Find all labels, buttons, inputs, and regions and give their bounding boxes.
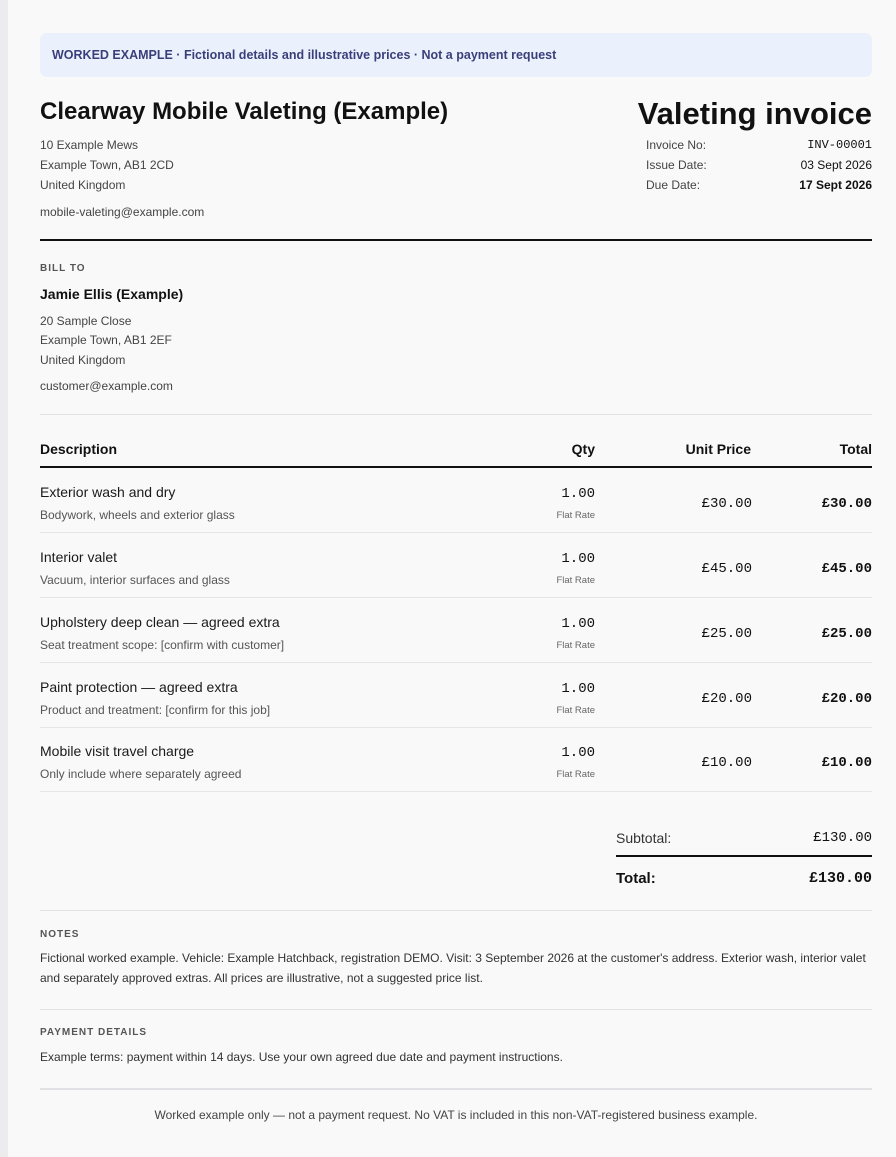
table-row xyxy=(40,598,872,663)
worked-example-banner xyxy=(40,33,872,77)
item-total: £45.00 xyxy=(821,561,872,577)
business-email: mobile-valeting@example.com xyxy=(40,205,205,219)
item-description: Mobile visit travel charge xyxy=(40,743,195,759)
item-total: £25.00 xyxy=(821,626,872,642)
issue-date-row xyxy=(646,158,872,178)
column-header-description: Description xyxy=(40,441,118,457)
item-qty: 1.00 xyxy=(561,616,595,632)
business-address-line: 10 Example Mews xyxy=(40,138,139,152)
item-unit-price: £20.00 xyxy=(701,691,752,707)
payment-details-text: Example terms: payment within 14 days. Use your own agreed due date and payment instructions. xyxy=(40,1050,563,1064)
bill-to-divider xyxy=(40,414,872,415)
customer-name: Jamie Ellis (Example) xyxy=(40,286,184,302)
bill-to-label: BILL TO xyxy=(40,263,86,274)
issue-date-label: Issue Date: xyxy=(646,158,707,172)
due-date: 17 Sept 2026 xyxy=(799,178,872,192)
item-rate: Flat Rate xyxy=(556,640,595,651)
column-header-total: Total xyxy=(839,441,872,457)
subtotal-label: Subtotal: xyxy=(616,830,672,846)
item-detail: Seat treatment scope: [confirm with customer] xyxy=(40,638,285,652)
table-row xyxy=(40,468,872,533)
column-header-qty: Qty xyxy=(571,441,595,457)
payment-details-label: PAYMENT DETAILS xyxy=(40,1027,148,1038)
due-date-label: Due Date: xyxy=(646,178,701,192)
total-label: Total: xyxy=(616,870,656,887)
invoice-title: Valeting invoice xyxy=(637,96,872,131)
item-description: Exterior wash and dry xyxy=(40,484,176,500)
footer-divider xyxy=(40,1088,872,1090)
business-address-line: United Kingdom xyxy=(40,178,126,192)
table-row xyxy=(40,663,872,728)
item-qty: 1.00 xyxy=(561,745,595,761)
invoice-number: INV-00001 xyxy=(807,138,872,152)
item-unit-price: £30.00 xyxy=(701,496,752,512)
subtotal-value: £130.00 xyxy=(813,830,872,846)
column-header-unit-price: Unit Price xyxy=(685,441,751,457)
item-unit-price: £25.00 xyxy=(701,626,752,642)
table-row xyxy=(40,727,872,792)
item-detail: Vacuum, interior surfaces and glass xyxy=(40,573,230,587)
item-description: Paint protection — agreed extra xyxy=(40,679,238,695)
invoice-number-row xyxy=(646,138,872,158)
item-detail: Bodywork, wheels and exterior glass xyxy=(40,508,235,522)
item-description: Upholstery deep clean — agreed extra xyxy=(40,614,280,630)
customer-address-line: Example Town, AB1 2EF xyxy=(40,333,172,347)
business-address-line: Example Town, AB1 2CD xyxy=(40,158,174,172)
item-unit-price: £45.00 xyxy=(701,561,752,577)
invoice-number-label: Invoice No: xyxy=(646,138,707,152)
item-qty: 1.00 xyxy=(561,486,595,502)
item-rate: Flat Rate xyxy=(556,705,595,716)
item-unit-price: £10.00 xyxy=(701,755,752,771)
notes-text: Fictional worked example. Vehicle: Example Hatchback, registration DEMO. Visit: 3 September 2026 at the customer's address. Exterior wash, interior valet and separately approved extras. All prices are illustrative, not a suggested price list. xyxy=(40,951,866,985)
footer-note: Worked example only — not a payment request. No VAT is included in this non-VAT-registered business example. xyxy=(154,1108,758,1122)
table-row xyxy=(40,533,872,598)
notes-label: NOTES xyxy=(40,929,80,940)
notes-divider xyxy=(40,1009,872,1010)
invoice-page xyxy=(8,0,896,1157)
item-qty: 1.00 xyxy=(561,681,595,697)
item-detail: Only include where separately agreed xyxy=(40,767,242,781)
item-rate: Flat Rate xyxy=(556,510,595,521)
due-date-row xyxy=(646,178,872,198)
item-total: £20.00 xyxy=(821,691,872,707)
banner-text: WORKED EXAMPLE · Fictional details and illustrative prices · Not a payment request xyxy=(52,48,557,62)
total-value: £130.00 xyxy=(808,870,872,887)
item-qty: 1.00 xyxy=(561,551,595,567)
item-total: £30.00 xyxy=(821,496,872,512)
item-rate: Flat Rate xyxy=(556,769,595,780)
issue-date: 03 Sept 2026 xyxy=(800,158,872,172)
summary-divider xyxy=(40,910,872,911)
customer-address-line: 20 Sample Close xyxy=(40,314,132,328)
header-divider xyxy=(40,239,872,241)
customer-email: customer@example.com xyxy=(40,379,173,393)
total-rule xyxy=(616,855,872,857)
item-rate: Flat Rate xyxy=(556,575,595,586)
item-description: Interior valet xyxy=(40,549,118,565)
item-total: £10.00 xyxy=(821,755,872,771)
business-name: Clearway Mobile Valeting (Example) xyxy=(40,98,449,125)
customer-address-line: United Kingdom xyxy=(40,353,126,367)
item-detail: Product and treatment: [confirm for this job] xyxy=(40,703,271,717)
